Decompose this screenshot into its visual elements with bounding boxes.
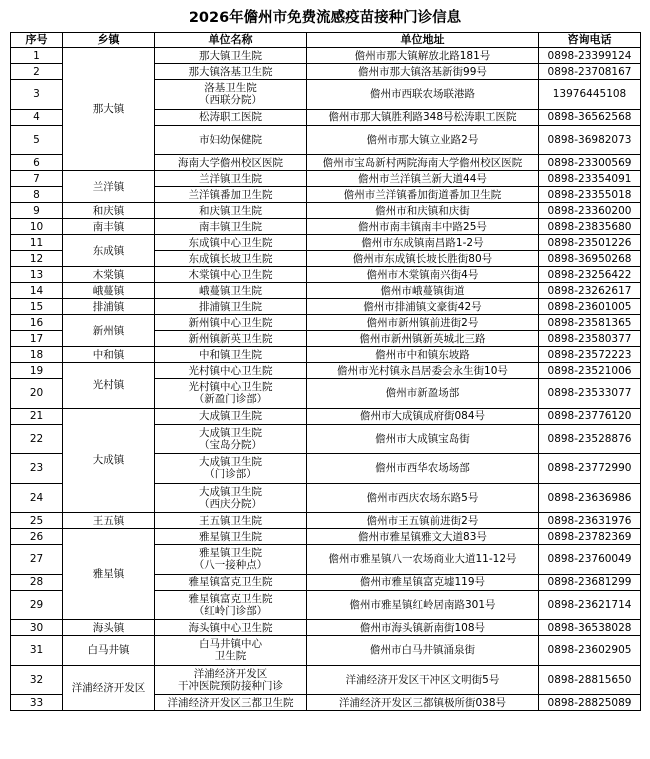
table-row xyxy=(11,513,641,529)
table-row xyxy=(11,235,641,251)
row-number: 15 xyxy=(11,299,63,315)
row-number: 26 xyxy=(11,529,63,545)
row-unit-name: 雅星镇富克卫生院 （红岭门诊部） xyxy=(155,590,307,620)
row-number: 32 xyxy=(11,665,63,695)
row-unit-name: 新州镇新英卫生院 xyxy=(155,331,307,347)
row-address: 儋州市雅星镇八一农场商业大道11-12号 xyxy=(307,545,539,575)
row-number: 14 xyxy=(11,283,63,299)
row-unit-name: 大成镇卫生院 （西庆分院） xyxy=(155,483,307,513)
row-town: 东成镇 xyxy=(63,235,155,267)
row-unit-name: 王五镇卫生院 xyxy=(155,513,307,529)
row-phone: 0898-23760049 xyxy=(539,545,641,575)
row-unit-name: 排浦镇卫生院 xyxy=(155,299,307,315)
row-phone: 0898-23533077 xyxy=(539,379,641,409)
table-row xyxy=(11,636,641,666)
row-number: 24 xyxy=(11,483,63,513)
table-row xyxy=(11,363,641,379)
row-unit-name: 木棠镇中心卫生院 xyxy=(155,267,307,283)
row-phone: 0898-23776120 xyxy=(539,408,641,424)
row-phone: 0898-23256422 xyxy=(539,267,641,283)
row-phone: 0898-23528876 xyxy=(539,424,641,454)
row-number: 19 xyxy=(11,363,63,379)
row-number: 11 xyxy=(11,235,63,251)
row-phone: 0898-23835680 xyxy=(539,219,641,235)
row-number: 20 xyxy=(11,379,63,409)
row-address: 儋州市西联农场联港路 xyxy=(307,80,539,110)
row-address: 儋州市大成镇宝岛街 xyxy=(307,424,539,454)
clinic-table xyxy=(10,32,641,711)
row-address: 儋州市中和镇东坡路 xyxy=(307,347,539,363)
row-address: 儋州市新州镇新英城北三路 xyxy=(307,331,539,347)
row-phone: 0898-23360200 xyxy=(539,203,641,219)
row-phone: 0898-23521006 xyxy=(539,363,641,379)
row-unit-name: 洋浦经济开发区 干冲医院预防接种门诊 xyxy=(155,665,307,695)
row-unit-name: 大成镇卫生院 （宝岛分院） xyxy=(155,424,307,454)
row-town: 中和镇 xyxy=(63,347,155,363)
row-address: 儋州市西庆农场东路5号 xyxy=(307,483,539,513)
row-town: 王五镇 xyxy=(63,513,155,529)
row-address: 儋州市西华农场场部 xyxy=(307,454,539,484)
row-phone: 0898-28815650 xyxy=(539,665,641,695)
row-address: 儋州市光村镇永昌居委会永生街10号 xyxy=(307,363,539,379)
row-town: 排浦镇 xyxy=(63,299,155,315)
row-number: 6 xyxy=(11,155,63,171)
row-unit-name: 海南大学儋州校区医院 xyxy=(155,155,307,171)
row-number: 1 xyxy=(11,48,63,64)
table-row xyxy=(11,529,641,545)
row-town: 新州镇 xyxy=(63,315,155,347)
row-unit-name: 洛基卫生院 （西联分院） xyxy=(155,80,307,110)
row-unit-name: 松涛职工医院 xyxy=(155,109,307,125)
table-row xyxy=(11,347,641,363)
row-phone: 0898-23300569 xyxy=(539,155,641,171)
row-unit-name: 雅星镇富克卫生院 xyxy=(155,574,307,590)
row-address: 洋浦经济开发区三都镇极所街038号 xyxy=(307,695,539,711)
row-address: 儋州市和庆镇和庆街 xyxy=(307,203,539,219)
row-address: 儋州市宝岛新村两院海南大学儋州校区医院 xyxy=(307,155,539,171)
row-number: 13 xyxy=(11,267,63,283)
row-number: 33 xyxy=(11,695,63,711)
row-address: 儋州市新盈场部 xyxy=(307,379,539,409)
row-phone: 0898-23631976 xyxy=(539,513,641,529)
row-address: 儋州市兰洋镇番加街道番加卫生院 xyxy=(307,187,539,203)
header-unit: 单位名称 xyxy=(155,33,307,48)
table-row xyxy=(11,665,641,695)
row-unit-name: 东成镇长坡卫生院 xyxy=(155,251,307,267)
row-unit-name: 光村镇中心卫生院 xyxy=(155,363,307,379)
header-address: 单位地址 xyxy=(307,33,539,48)
row-address: 儋州市那大镇洛基新街99号 xyxy=(307,64,539,80)
row-unit-name: 兰洋镇卫生院 xyxy=(155,171,307,187)
row-number: 7 xyxy=(11,171,63,187)
row-phone: 0898-23355018 xyxy=(539,187,641,203)
row-phone: 0898-23708167 xyxy=(539,64,641,80)
row-phone: 13976445108 xyxy=(539,80,641,110)
row-address: 儋州市雅星镇雅文大道83号 xyxy=(307,529,539,545)
row-number: 12 xyxy=(11,251,63,267)
row-town: 白马井镇 xyxy=(63,636,155,666)
row-phone: 0898-23782369 xyxy=(539,529,641,545)
row-address: 儋州市排浦镇文豪街42号 xyxy=(307,299,539,315)
row-address: 儋州市雅星镇红岭居南路301号 xyxy=(307,590,539,620)
row-number: 4 xyxy=(11,109,63,125)
row-unit-name: 海头镇中心卫生院 xyxy=(155,620,307,636)
row-number: 2 xyxy=(11,64,63,80)
row-address: 儋州市海头镇新南街108号 xyxy=(307,620,539,636)
row-phone: 0898-36538028 xyxy=(539,620,641,636)
row-address: 儋州市新州镇前进街2号 xyxy=(307,315,539,331)
row-town: 洋浦经济开发区 xyxy=(63,665,155,711)
row-unit-name: 洋浦经济开发区三都卫生院 xyxy=(155,695,307,711)
row-town: 海头镇 xyxy=(63,620,155,636)
table-row xyxy=(11,299,641,315)
row-town: 光村镇 xyxy=(63,363,155,409)
row-number: 25 xyxy=(11,513,63,529)
row-number: 27 xyxy=(11,545,63,575)
row-number: 29 xyxy=(11,590,63,620)
row-unit-name: 雅星镇卫生院 xyxy=(155,529,307,545)
table-row xyxy=(11,267,641,283)
row-phone: 0898-23581365 xyxy=(539,315,641,331)
row-address: 儋州市兰洋镇兰新大道44号 xyxy=(307,171,539,187)
row-phone: 0898-36562568 xyxy=(539,109,641,125)
header-no: 序号 xyxy=(11,33,63,48)
table-body xyxy=(11,48,641,711)
row-address: 儋州市峨蔓镇街道 xyxy=(307,283,539,299)
row-number: 3 xyxy=(11,80,63,110)
row-town: 大成镇 xyxy=(63,408,155,513)
row-town: 兰洋镇 xyxy=(63,171,155,203)
row-unit-name: 白马井镇中心 卫生院 xyxy=(155,636,307,666)
row-number: 5 xyxy=(11,125,63,155)
row-number: 8 xyxy=(11,187,63,203)
row-phone: 0898-23262617 xyxy=(539,283,641,299)
table-header-row xyxy=(11,33,641,48)
row-address: 洋浦经济开发区干冲区文明街5号 xyxy=(307,665,539,695)
row-town: 和庆镇 xyxy=(63,203,155,219)
row-address: 儋州市木棠镇南兴街4号 xyxy=(307,267,539,283)
row-unit-name: 雅星镇卫生院 （八一接种点） xyxy=(155,545,307,575)
row-address: 儋州市东成镇长坡长胜街80号 xyxy=(307,251,539,267)
table-row xyxy=(11,283,641,299)
row-unit-name: 大成镇卫生院 （门诊部） xyxy=(155,454,307,484)
table-row xyxy=(11,203,641,219)
row-unit-name: 光村镇中心卫生院 （新盈门诊部） xyxy=(155,379,307,409)
row-town: 峨蔓镇 xyxy=(63,283,155,299)
row-unit-name: 大成镇卫生院 xyxy=(155,408,307,424)
row-unit-name: 市妇幼保健院 xyxy=(155,125,307,155)
row-phone: 0898-23602905 xyxy=(539,636,641,666)
row-phone: 0898-23354091 xyxy=(539,171,641,187)
row-number: 28 xyxy=(11,574,63,590)
row-phone: 0898-23580377 xyxy=(539,331,641,347)
table-row xyxy=(11,408,641,424)
row-phone: 0898-23772990 xyxy=(539,454,641,484)
row-unit-name: 峨蔓镇卫生院 xyxy=(155,283,307,299)
row-number: 10 xyxy=(11,219,63,235)
row-phone: 0898-23636986 xyxy=(539,483,641,513)
row-phone: 0898-23572223 xyxy=(539,347,641,363)
table-row xyxy=(11,48,641,64)
row-unit-name: 那大镇洛基卫生院 xyxy=(155,64,307,80)
row-unit-name: 新州镇中心卫生院 xyxy=(155,315,307,331)
row-unit-name: 兰洋镇番加卫生院 xyxy=(155,187,307,203)
table-row xyxy=(11,171,641,187)
row-address: 儋州市雅星镇富克墟119号 xyxy=(307,574,539,590)
row-address: 儋州市东成镇南昌路1-2号 xyxy=(307,235,539,251)
table-row xyxy=(11,219,641,235)
row-phone: 0898-36950268 xyxy=(539,251,641,267)
page-title: 2026年儋州市免费流感疫苗接种门诊信息 xyxy=(188,10,462,26)
row-phone: 0898-23601005 xyxy=(539,299,641,315)
row-number: 9 xyxy=(11,203,63,219)
row-number: 21 xyxy=(11,408,63,424)
row-address: 儋州市白马井镇涌泉街 xyxy=(307,636,539,666)
row-unit-name: 南丰镇卫生院 xyxy=(155,219,307,235)
row-number: 22 xyxy=(11,424,63,454)
row-town: 那大镇 xyxy=(63,48,155,171)
row-address: 儋州市那大镇胜利路348号松涛职工医院 xyxy=(307,109,539,125)
row-address: 儋州市那大镇解放北路181号 xyxy=(307,48,539,64)
row-town: 南丰镇 xyxy=(63,219,155,235)
row-number: 30 xyxy=(11,620,63,636)
row-town: 雅星镇 xyxy=(63,529,155,620)
row-address: 儋州市王五镇前进街2号 xyxy=(307,513,539,529)
row-number: 16 xyxy=(11,315,63,331)
row-number: 17 xyxy=(11,331,63,347)
row-address: 儋州市大成镇成府街084号 xyxy=(307,408,539,424)
row-phone: 0898-28825089 xyxy=(539,695,641,711)
row-unit-name: 那大镇卫生院 xyxy=(155,48,307,64)
row-town: 木棠镇 xyxy=(63,267,155,283)
header-phone: 咨询电话 xyxy=(539,33,641,48)
row-address: 儋州市南丰镇南丰中路25号 xyxy=(307,219,539,235)
row-number: 18 xyxy=(11,347,63,363)
table-row xyxy=(11,620,641,636)
row-address: 儋州市那大镇立业路2号 xyxy=(307,125,539,155)
row-phone: 0898-23399124 xyxy=(539,48,641,64)
row-phone: 0898-23501226 xyxy=(539,235,641,251)
table-row xyxy=(11,315,641,331)
row-phone: 0898-36982073 xyxy=(539,125,641,155)
row-unit-name: 和庆镇卫生院 xyxy=(155,203,307,219)
header-town: 乡镇 xyxy=(63,33,155,48)
row-unit-name: 东成镇中心卫生院 xyxy=(155,235,307,251)
row-phone: 0898-23681299 xyxy=(539,574,641,590)
row-unit-name: 中和镇卫生院 xyxy=(155,347,307,363)
row-number: 23 xyxy=(11,454,63,484)
row-number: 31 xyxy=(11,636,63,666)
row-phone: 0898-23621714 xyxy=(539,590,641,620)
